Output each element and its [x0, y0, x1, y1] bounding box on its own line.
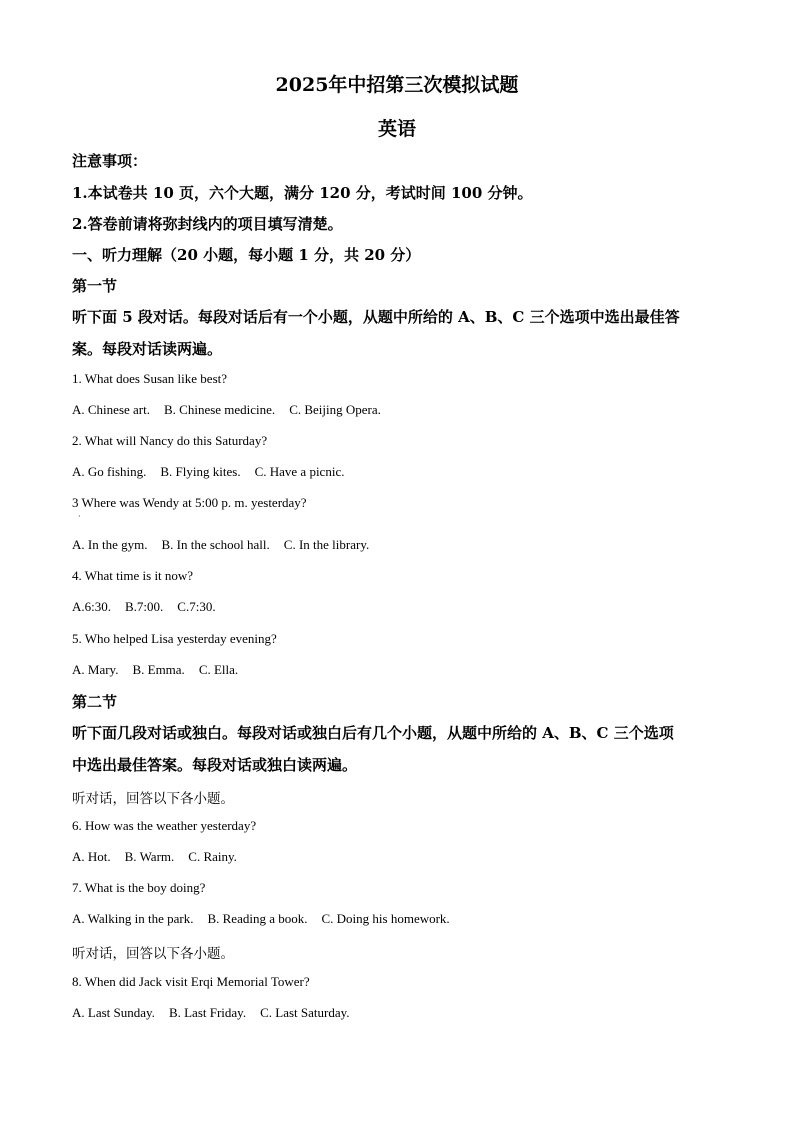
- option-b: B. Flying kites.: [160, 464, 241, 479]
- option-c: C. Doing his homework.: [321, 911, 450, 926]
- subject-title: 英语: [377, 118, 416, 140]
- option-b: B.7:00.: [125, 599, 164, 614]
- option-c: C. Have a picnic.: [254, 464, 345, 479]
- stray-mark: ·: [78, 512, 81, 521]
- question-8-options: [72, 1005, 364, 1021]
- option-b: B. Emma.: [132, 662, 185, 677]
- option-a: A. In the gym.: [72, 537, 148, 552]
- option-c: C. Beijing Opera.: [289, 402, 381, 417]
- option-b: B. Chinese medicine.: [163, 402, 276, 417]
- option-c: C. Ella.: [198, 662, 239, 677]
- notes-item-2: 2.答卷前请将弥封线内的项目填写清楚。: [72, 215, 343, 233]
- question-7-options: [72, 911, 464, 927]
- section-heading: 一、听力理解（20 小题，每小题 1 分，共 20 分）: [72, 246, 421, 264]
- option-c: C. In the library.: [283, 537, 370, 552]
- part-2-instructions-line-2: 中选出最佳答案。每段对话或独白读两遍。: [72, 756, 358, 774]
- option-a: A.6:30.: [72, 599, 111, 614]
- dialog-prompt-2: 听对话，回答以下各小题。: [72, 946, 234, 962]
- option-a: A. Go fishing.: [72, 464, 147, 479]
- option-a: A. Mary.: [72, 662, 119, 677]
- question-5: 5. Who helped Lisa yesterday evening?: [72, 631, 277, 646]
- part-1-instructions-line-2: 案。每段对话读两遍。: [72, 340, 223, 358]
- option-b: B. Reading a book.: [207, 911, 308, 926]
- option-a: A. Hot.: [72, 849, 111, 864]
- question-7: 7. What is the boy doing?: [72, 880, 206, 895]
- question-6: 6. How was the weather yesterday?: [72, 818, 257, 833]
- question-4-options: [72, 599, 230, 615]
- option-a: A. Last Sunday.: [72, 1005, 155, 1020]
- part-1-instructions-line-1: 听下面 5 段对话。每段对话后有一个小题，从题中所给的 A、B、C 三个选项中选出最佳答: [72, 308, 680, 326]
- part-2-instructions-line-1: 听下面几段对话或独白。每段对话或独白后有几个小题，从题中所给的 A、B、C 三个选项: [72, 724, 674, 742]
- option-a: A. Walking in the park.: [72, 911, 194, 926]
- notes-heading: 注意事项：: [72, 152, 148, 170]
- option-a: A. Chinese art.: [72, 402, 150, 417]
- dialog-prompt-1: 听对话，回答以下各小题。: [72, 791, 234, 807]
- option-c: C. Last Saturday.: [260, 1005, 350, 1020]
- question-2-options: [72, 464, 358, 480]
- option-b: B. Last Friday.: [168, 1005, 247, 1020]
- question-4: 4. What time is it now?: [72, 568, 194, 583]
- part-2-label: 第二节: [72, 693, 118, 711]
- part-1-label: 第一节: [72, 277, 118, 295]
- question-6-options: [72, 849, 251, 865]
- page-title: 2025年中招第三次模拟试题: [275, 74, 519, 96]
- question-5-options: [72, 662, 252, 678]
- option-c: C. Rainy.: [188, 849, 237, 864]
- option-b: B. Warm.: [124, 849, 175, 864]
- question-1: 1. What does Susan like best?: [72, 371, 228, 386]
- question-3: 3 Where was Wendy at 5:00 p. m. yesterday?: [72, 495, 307, 510]
- question-1-options: [72, 402, 395, 418]
- question-3-options: [72, 537, 383, 553]
- question-8: 8. When did Jack visit Erqi Memorial Tower?: [72, 974, 310, 989]
- option-c: C.7:30.: [177, 599, 216, 614]
- option-b: B. In the school hall.: [161, 537, 270, 552]
- notes-item-1: 1.本试卷共 10 页，六个大题，满分 120 分，考试时间 100 分钟。: [72, 184, 533, 202]
- question-2: 2. What will Nancy do this Saturday?: [72, 433, 268, 448]
